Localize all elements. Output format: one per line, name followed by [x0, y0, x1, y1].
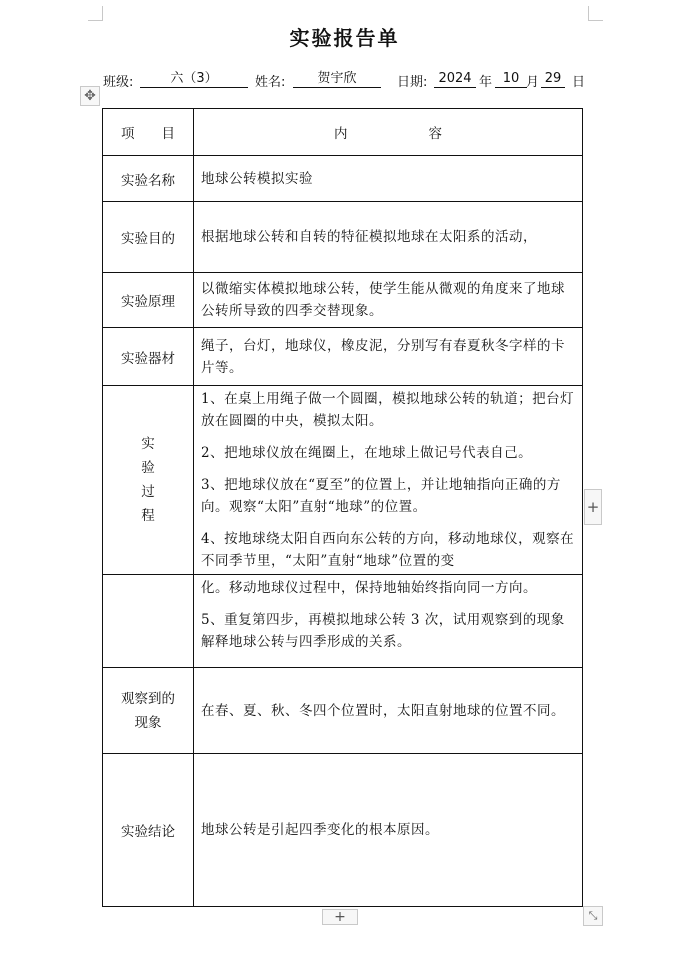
name-value[interactable]: 贺宇欣 [293, 71, 381, 88]
process-step: 化。移动地球仪过程中，保持地轴始终指向同一方向。 [201, 580, 537, 596]
page-corner-mark-left [88, 6, 103, 21]
header-item-cell[interactable]: 项 目 [103, 109, 194, 156]
year-value[interactable]: 2024 [434, 71, 476, 88]
table-row-observation [103, 668, 583, 754]
equipment-label-cell[interactable]: 实验器材 [103, 328, 194, 386]
document-title: 实验报告单 [289, 26, 400, 50]
add-column-button[interactable] [584, 489, 602, 525]
process-step: 1、在桌上用绳子做一个圆圈，模拟地球公转的轨道；把台灯放在圆圈的中央，模拟太阳。 [201, 391, 575, 429]
month-value[interactable]: 10 [495, 71, 527, 88]
purpose-content-cell[interactable]: 根据地球公转和自转的特征模拟地球在太阳系的活动， [194, 202, 583, 273]
process-continued-label-cell[interactable] [103, 575, 194, 668]
table-row-equipment [103, 328, 583, 386]
table-move-handle[interactable] [80, 86, 100, 106]
observation-label-cell[interactable]: 观察到的 现象 [103, 668, 194, 754]
principle-label-cell[interactable]: 实验原理 [103, 273, 194, 328]
month-unit: 月 [526, 75, 540, 90]
table-resize-handle[interactable] [583, 906, 603, 926]
conclusion-label-cell[interactable]: 实验结论 [103, 754, 194, 907]
process-content-cell[interactable] [194, 386, 583, 575]
year-unit: 年 [479, 75, 493, 90]
date-label: 日期: [397, 75, 428, 90]
purpose-label-cell[interactable]: 实验目的 [103, 202, 194, 273]
table-row-conclusion [103, 754, 583, 907]
process-continued-content-cell[interactable] [194, 575, 583, 668]
process-label-char: 过 [141, 484, 155, 500]
process-label-char: 验 [141, 460, 155, 476]
class-label: 班级: [103, 75, 134, 90]
page-corner-mark-right [588, 6, 603, 21]
day-value[interactable]: 29 [541, 71, 565, 88]
plus-icon: + [334, 909, 346, 925]
add-row-button[interactable] [322, 909, 358, 925]
report-table [102, 108, 583, 907]
conclusion-content-cell[interactable]: 地球公转是引起四季变化的根本原因。 [194, 754, 583, 907]
process-step: 4、按地球绕太阳自西向东公转的方向，移动地球仪，观察在不同季节里，“太阳”直射“地球”位置的变 [201, 531, 575, 569]
process-step: 2、把地球仪放在绳圈上，在地球上做记号代表自己。 [201, 445, 533, 461]
table-row-name [103, 156, 583, 202]
process-step: 5、重复第四步，再模拟地球公转 3 次，试用观察到的现象解释地球公转与四季形成的关系。 [201, 612, 565, 650]
plus-icon: + [586, 498, 600, 516]
name-label: 姓名: [255, 75, 286, 90]
class-value[interactable]: 六（3） [140, 71, 248, 88]
table-row-principle [103, 273, 583, 328]
name-label-cell[interactable]: 实验名称 [103, 156, 194, 202]
table-header-row [103, 109, 583, 156]
table-row-purpose [103, 202, 583, 273]
process-step: 3、把地球仪放在“夏至”的位置上，并让地轴指向正确的方向。观察“太阳”直射“地球”的位置。 [201, 477, 561, 515]
header-content-cell[interactable]: 内 容 [194, 109, 583, 156]
process-label-char: 程 [141, 508, 155, 524]
table-row-process-continued [103, 575, 583, 668]
process-label-cell[interactable] [103, 386, 194, 575]
process-label-char: 实 [141, 436, 155, 452]
resize-arrows-icon: ⤡ [588, 909, 598, 922]
info-row [103, 71, 593, 91]
observation-content-cell[interactable]: 在春、夏、秋、冬四个位置时，太阳直射地球的位置不同。 [194, 668, 583, 754]
name-content-cell[interactable]: 地球公转模拟实验 [194, 156, 583, 202]
move-arrows-icon: ✥ [84, 88, 96, 104]
equipment-content-cell[interactable]: 绳子，台灯，地球仪，橡皮泥，分别写有春夏秋冬字样的卡片等。 [194, 328, 583, 386]
day-unit: 日 [572, 75, 586, 90]
principle-content-cell[interactable]: 以微缩实体模拟地球公转，使学生能从微观的角度来了地球公转所导致的四季交替现象。 [194, 273, 583, 328]
table-row-process [103, 386, 583, 575]
